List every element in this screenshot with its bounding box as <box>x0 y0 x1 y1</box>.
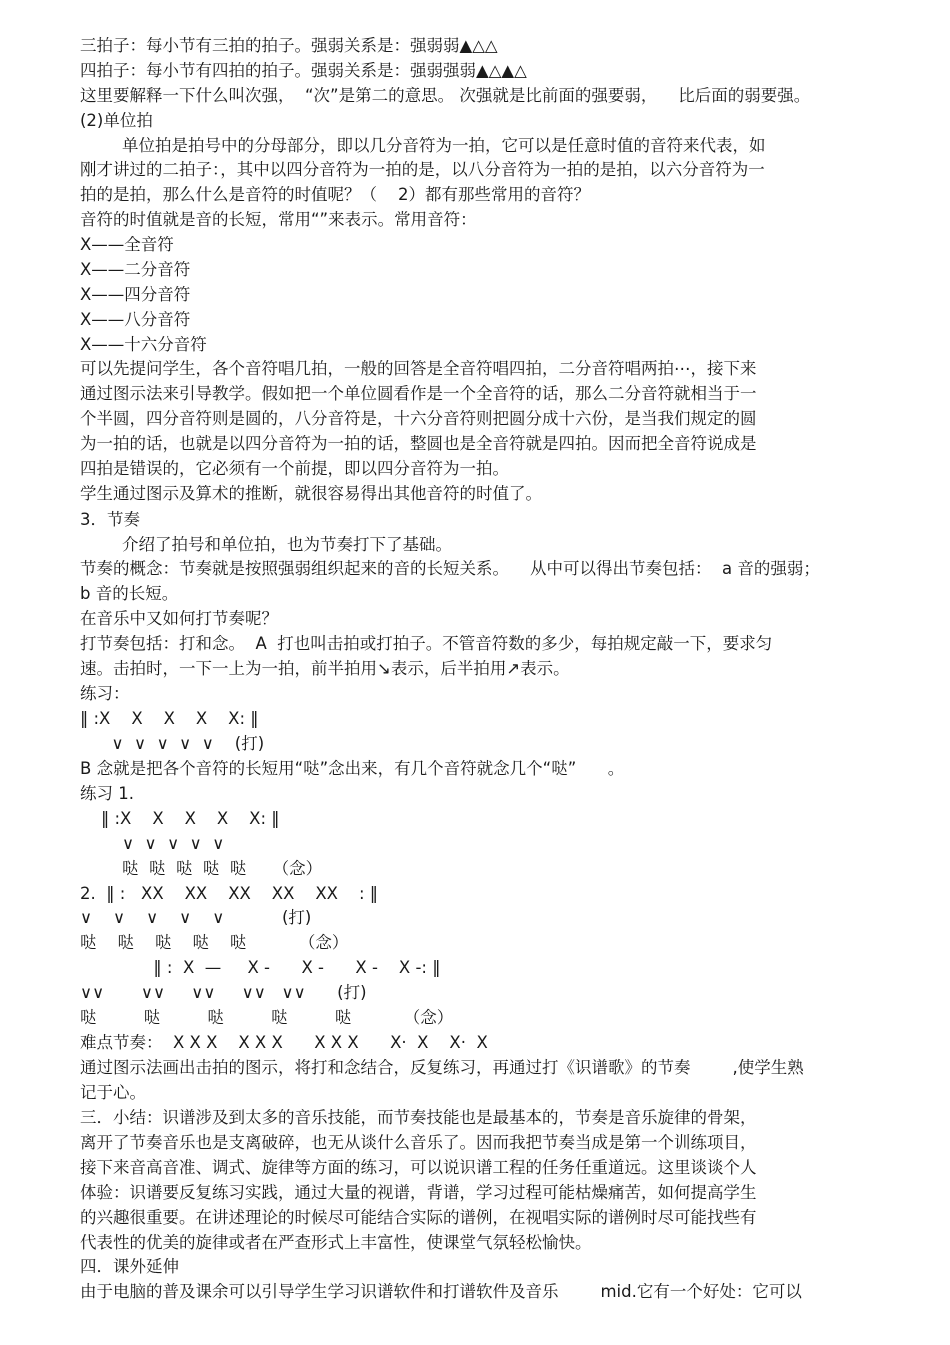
text-line: 速。击拍时，一下一上为一拍，前半拍用↘表示，后半拍用↗表示。 <box>80 659 570 678</box>
text-line: 练习： <box>80 684 130 703</box>
rhythm-notation: 哒 哒 哒 哒 哒 （念） <box>80 859 323 878</box>
section-heading: (2)单位拍 <box>80 111 153 130</box>
text-line: 四拍是错误的，它必须有一个前提，即以四分音符为一拍。 <box>80 459 509 478</box>
section-heading: 3．节奏 <box>80 510 140 529</box>
text-line: 通过图示法画出击拍的图示，将打和念结合，反复练习，再通过打《识谱歌》的节奏 ,使学生熟 <box>80 1058 804 1077</box>
rhythm-notation: ∨ ∨ ∨ ∨ ∨ (打) <box>80 734 265 753</box>
text-line: 接下来音高音准、调式、旋律等方面的练习，可以说识谱工程的任务任重道远。这里谈谈个人 <box>80 1158 757 1177</box>
rhythm-notation: 哒 哒 哒 哒 哒 （念） <box>80 1008 454 1027</box>
rhythm-notation: ‖ : X — X - X - X - X -: ‖ <box>80 958 441 977</box>
text-line: 可以先提问学生，各个音符唱几拍，一般的回答是全音符唱四拍，二分音符唱两拍⋯，接下来 <box>80 359 757 378</box>
text-line: 这里要解释一下什么叫次强， “次”是第二的意思。 次强就是比前面的强要弱， 比后面的弱要强。 <box>80 86 811 105</box>
text-line: B 念就是把各个音符的长短用“哒”念出来，有几个音符就念几个“哒” 。 <box>80 759 625 778</box>
text-line: 练习 1. <box>80 784 134 803</box>
text-line: 由于电脑的普及课余可以引导学生学习识谱软件和打谱软件及音乐 mid.它有一个好处：它可以 <box>80 1282 802 1301</box>
list-item: X——四分音符 <box>80 285 191 304</box>
text-line: 音符的时值就是音的长短，常用“”来表示。常用音符： <box>80 210 477 229</box>
text-line: 在音乐中又如何打节奏呢？ <box>80 609 278 628</box>
text-line: 刚才讲过的二拍子：，其中以四分音符为一拍的是，以八分音符为一拍的是拍，以六分音符为一 <box>80 160 765 179</box>
text-line: 个半圆，四分音符则是圆的，八分音符是，十六分音符则把圆分成十六份，是当我们规定的圆 <box>80 409 757 428</box>
text-line: 单位拍是拍号中的分母部分，即以几分音符为一拍，它可以是任意时值的音符来代表，如 <box>80 136 766 155</box>
text-line: 学生通过图示及算术的推断，就很容易得出其他音符的时值了。 <box>80 484 542 503</box>
list-item: X——全音符 <box>80 235 174 254</box>
rhythm-notation: ∨∨ ∨∨ ∨∨ ∨∨ ∨∨ (打) <box>80 983 367 1002</box>
text-line: 的兴趣很重要。在讲述理论的时候尽可能结合实际的谱例，在视唱实际的谱例时尽可能找些有 <box>80 1208 757 1227</box>
text-line: b 音的长短。 <box>80 584 179 603</box>
text-line: 打节奏包括：打和念。 A 打也叫击拍或打拍子。不管音符数的多少，每拍规定敲一下，要求匀 <box>80 634 773 653</box>
rhythm-notation: ∨ ∨ ∨ ∨ ∨ <box>80 834 225 853</box>
rhythm-notation: 难点节奏： X X X X X X X X X X· X X· X <box>80 1033 488 1052</box>
text-line: 记于心。 <box>80 1083 146 1102</box>
text-line: 四拍子：每小节有四拍的拍子。强弱关系是：强弱强弱▲△▲△ <box>80 61 527 80</box>
text-line: 体验：识谱要反复练习实践，通过大量的视谱，背谱，学习过程可能枯燥痛苦，如何提高学生 <box>80 1183 757 1202</box>
rhythm-notation: ‖ :X X X X X: ‖ <box>80 809 280 828</box>
rhythm-notation: ‖ :X X X X X: ‖ <box>80 709 259 728</box>
rhythm-notation: 哒 哒 哒 哒 哒 （念） <box>80 933 349 952</box>
list-item: X——八分音符 <box>80 310 191 329</box>
text-line: 拍的是拍，那么什么是音符的时值呢？（ 2）都有那些常用的音符？ <box>80 185 590 204</box>
text-line: 离开了节奏音乐也是支离破碎，也无从谈什么音乐了。因而我把节奏当成是第一个训练项目， <box>80 1133 757 1152</box>
text-line: 节奏的概念：节奏就是按照强弱组织起来的音的长短关系。 从中可以得出节奏包括： a 音的强弱； <box>80 559 820 578</box>
text-line: 介绍了拍号和单位拍，也为节奏打下了基础。 <box>80 535 452 554</box>
rhythm-notation: ∨ ∨ ∨ ∨ ∨ (打) <box>80 908 312 927</box>
list-item: X——二分音符 <box>80 260 191 279</box>
text-line: 通过图示法来引导教学。假如把一个单位圆看作是一个全音符的话，那么二分音符就相当于一 <box>80 384 757 403</box>
section-heading: 四．课外延伸 <box>80 1257 179 1276</box>
text-line: 代表性的优美的旋律或者在严查形式上丰富性，使课堂气氛轻松愉快。 <box>80 1233 592 1252</box>
list-item: X——十六分音符 <box>80 335 207 354</box>
text-line: 为一拍的话，也就是以四分音符为一拍的话，整圆也是全音符就是四拍。因而把全音符说成是 <box>80 434 757 453</box>
rhythm-notation: 2. ‖ : XX XX XX XX XX : ‖ <box>80 884 379 903</box>
text-line: 三拍子：每小节有三拍的拍子。强弱关系是：强弱弱▲△△ <box>80 36 498 55</box>
section-heading: 三．小结：识谱涉及到太多的音乐技能，而节奏技能也是最基本的，节奏是音乐旋律的骨架， <box>80 1108 757 1127</box>
